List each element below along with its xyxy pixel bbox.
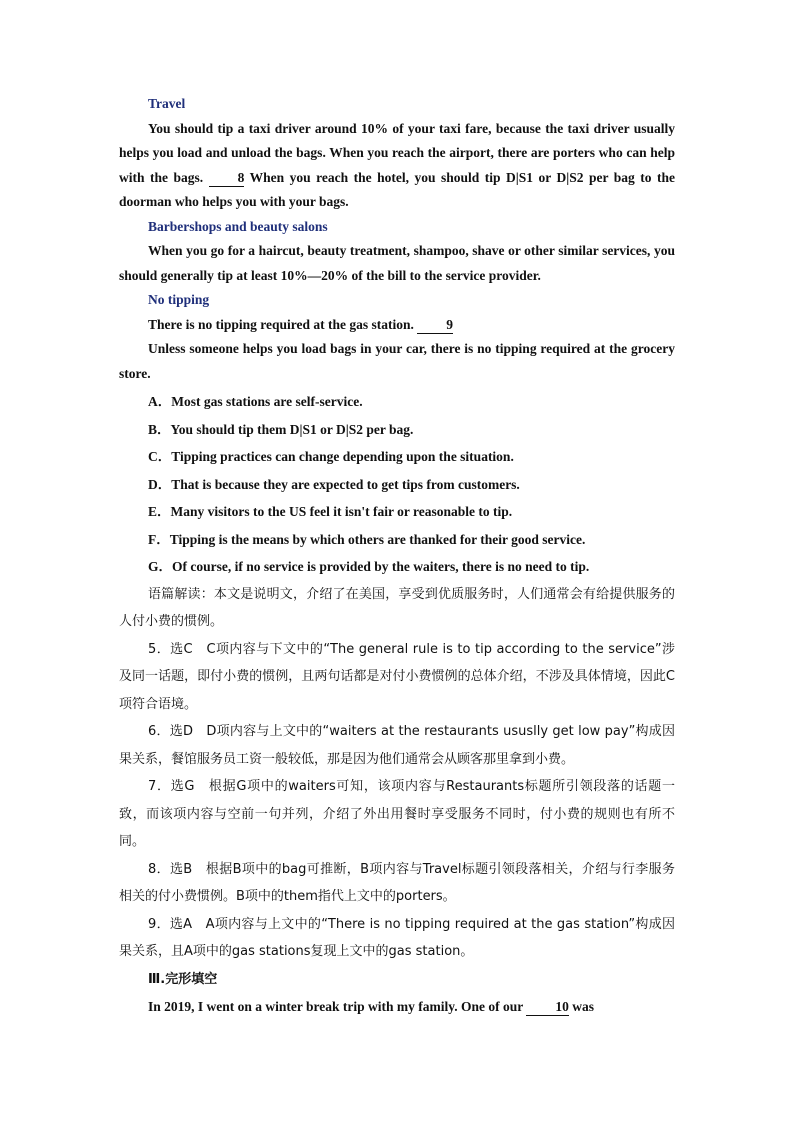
paragraph-no-tipping-2: Unless someone helps you load bags in your car, there is no tipping required at the grocery store.: [119, 341, 675, 381]
paragraph-barbershops: When you go for a haircut, beauty treatment, shampoo, shave or other similar services, you should generally tip at least 10%—20% of the bill to the service provider.: [119, 243, 675, 283]
section-heading-travel: Travel: [148, 96, 186, 111]
paragraph-text: In 2019, I went on a winter break trip with my family. One of our: [148, 998, 527, 1014]
option-f: F．Tipping is the means by which others are thanked for their good service.: [148, 531, 586, 547]
answer-blank-10[interactable]: 10: [526, 998, 569, 1016]
answer-explanation-9: 9．选A A项内容与上文中的“There is no tipping required at the gas station”构成因果关系，且A项中的gas stations复现上文中的gas station。: [119, 916, 675, 959]
answer-explanation-8: 8．选B 根据B项中的bag可推断，B项内容与Travel标题引领段落相关，介绍与行李服务相关的付小费惯例。B项中的them指代上文中的porters。: [119, 861, 675, 904]
section-title-cloze: Ⅲ.完形填空: [148, 971, 218, 987]
discourse-analysis: 语篇解读：本文是说明文，介绍了在美国，享受到优质服务时，人们通常会有给提供服务的人付小费的惯例。: [119, 586, 675, 629]
option-e: E．Many visitors to the US feel it isn't fair or reasonable to tip.: [148, 504, 513, 519]
answer-explanation-6: 6．选D D项内容与上文中的“waiters at the restaurants ususlly get low pay”构成因果关系，餐馆服务员工资一般较低，那是因为他们通常会从顾客那里拿到小费。: [119, 724, 675, 767]
answer-blank-9[interactable]: 9: [417, 316, 453, 334]
option-a: A．Most gas stations are self-service.: [148, 394, 363, 409]
option-b: B．You should tip them D|S1 or D|S2 per bag.: [148, 421, 414, 437]
answer-explanation-7: 7．选G 根据G项中的waiters可知，该项内容与Restaurants标题所引领段落的话题一致，而该项内容与空前一句并列，介绍了外出用餐时享受服务不同时，付小费的规则也有所不同。: [119, 779, 675, 849]
section-heading-no-tipping: No tipping: [148, 292, 210, 307]
paragraph-cloze: [119, 993, 675, 1020]
option-g: G．Of course, if no service is provided by the waiters, there is no need to tip.: [148, 559, 590, 574]
paragraph-text: was: [572, 998, 595, 1014]
document-page: [119, 92, 675, 1020]
paragraph-text: When you reach the hotel, you should tip D|S1 or D|S2 per bag to the doorman who helps you with your bags.: [119, 169, 676, 209]
answer-explanation-5: 5．选C C项内容与下文中的“The general rule is to tip according to the service”涉及同一话题，即付小费的惯例，且两句话都是对付小费惯例的总体介绍，不涉及具体情境，因此C项符合语境。: [119, 641, 675, 712]
paragraph-no-tipping-1: [119, 313, 675, 338]
section-heading-barbershops: Barbershops and beauty salons: [148, 218, 328, 234]
option-list: [119, 388, 675, 581]
paragraph-text: There is no tipping required at the gas station.: [148, 316, 414, 332]
answer-blank-8[interactable]: 8: [209, 169, 245, 187]
option-c: C．Tipping practices can change depending upon the situation.: [148, 449, 514, 464]
option-d: D．That is because they are expected to get tips from customers.: [148, 476, 520, 492]
paragraph-travel: [119, 117, 675, 215]
paragraph-text: You should tip a taxi driver around 10% of your taxi fare, because the taxi driver usually helps you load and unload the bags. When you reach the airport, there are porters who can help with the bags.: [119, 120, 675, 185]
